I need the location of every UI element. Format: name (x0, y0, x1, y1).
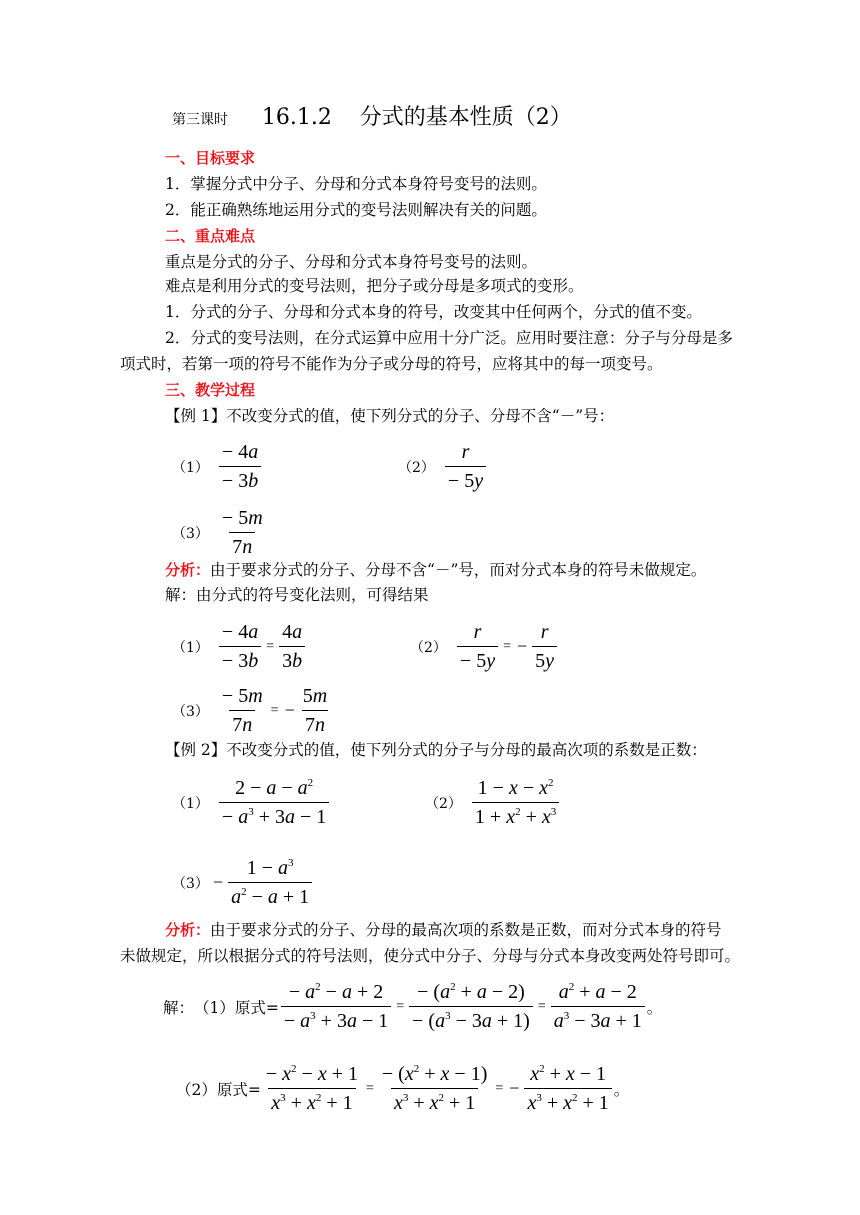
section-heading-keypoints: 二、重点难点 (165, 227, 256, 245)
ex1-problem-1: （1） $\frac{- 4a}{- 3b}$ (172, 440, 263, 493)
lesson-name: 分式的基本性质（2） (359, 105, 572, 130)
analysis-label: 分析： (165, 561, 211, 579)
lesson-label: 第三课时 (172, 112, 228, 128)
ex1-problem-2: （2） $\frac{r}{- 5y}$ (398, 440, 488, 493)
keypoint-text: 1．分式的分子、分母和分式本身的符号，改变其中任何两个，分式的值不变。 (165, 303, 702, 321)
goal-item: 2．能正确熟练地运用分式的变号法则解决有关的问题。 (165, 201, 547, 219)
section-heading-goals: 一、目标要求 (165, 149, 256, 167)
ex2-problem-3: （3） − $\frac{1 - a^3}{a^2 - a + 1}$ (172, 856, 314, 909)
ex2-analysis: 分析：由于要求分式的分子、分母的最高次项的系数是正数，而对分式本身的符号 (165, 921, 722, 939)
ex2-solution-1: 解： （1） 原式= $\frac{- a^2 - a + 2}{- a^3 + 3a - 1}$ = $\frac{- (a^2 + a - 2)}{- (a^3 - 3a + 1)}$ = $\frac{a^2 + a - 2}{a^3 - 3a + 1}$ 。 (163, 981, 663, 1032)
keypoint-text: 难点是利用分式的变号法则，把分子或分母是多项式的变形。 (165, 277, 584, 295)
ex2-problem-2: （2） $\frac{1 - x - x^2}{1 + x^2 + x^3}$ (425, 776, 561, 829)
ex1-solution-intro: 解：由分式的符号变化法则，可得结果 (165, 586, 429, 604)
ex1-solution-3: （3） $\frac{- 5m}{7n}$ = − $\frac{5m}{7n}$ (172, 685, 328, 736)
example2-prompt: 【例 2】不改变分式的值，使下列分式的分子与分母的最高次项的系数是正数： (165, 741, 707, 759)
analysis-label: 分析： (165, 921, 211, 939)
ex1-problem-3: （3） $\frac{- 5m}{7n}$ (172, 507, 263, 558)
example1-prompt: 【例 1】不改变分式的值，使下列分式的分子、分母不含“－”号： (165, 407, 615, 425)
ex1-solution-2: （2） $\frac{r}{- 5y}$ = − $\frac{r}{5y}$ (410, 620, 559, 673)
keypoint-text: 重点是分式的分子、分母和分式本身符号变号的法则。 (165, 253, 538, 271)
ex2-solution-2: （2） 原式= $\frac{- x^2 - x + 1}{x^3 + x^2 + 1}$ = $\frac{- (x^2 + x - 1)}{x^3 + x^2 + 1}$ = − $\frac{x^2 + x - 1}{x^3 + x^2 + 1}$ 。 (176, 1063, 630, 1114)
section-heading-process: 三、教学过程 (165, 381, 256, 399)
lesson-number: 16.1.2 (261, 105, 332, 130)
ex1-solution-1: （1） $\frac{- 4a}{- 3b}$ = $\frac{4a}{3b}$ (172, 620, 307, 673)
goal-item: 1．掌握分式中分子、分母和分式本身符号变号的法则。 (165, 175, 547, 193)
ex2-problem-1: （1） $\frac{2 - a - a^2}{- a^3 + 3a - 1}$ (172, 776, 331, 829)
ex1-analysis: 分析：由于要求分式的分子、分母不含“－”号，而对分式本身的符号未做规定。 (165, 561, 707, 579)
keypoint-text: 项式时，若第一项的符号不能作为分子或分母的符号，应将其中的每一项变号。 (120, 355, 663, 373)
ex2-analysis-cont: 未做规定，所以根据分式的符号法则，使分式中分子、分母与分式本身改变两处符号即可。 (120, 947, 741, 965)
page-title (172, 105, 572, 130)
keypoint-text: 2．分式的变号法则，在分式运算中应用十分广泛。应用时要注意：分子与分母是多 (165, 329, 733, 347)
